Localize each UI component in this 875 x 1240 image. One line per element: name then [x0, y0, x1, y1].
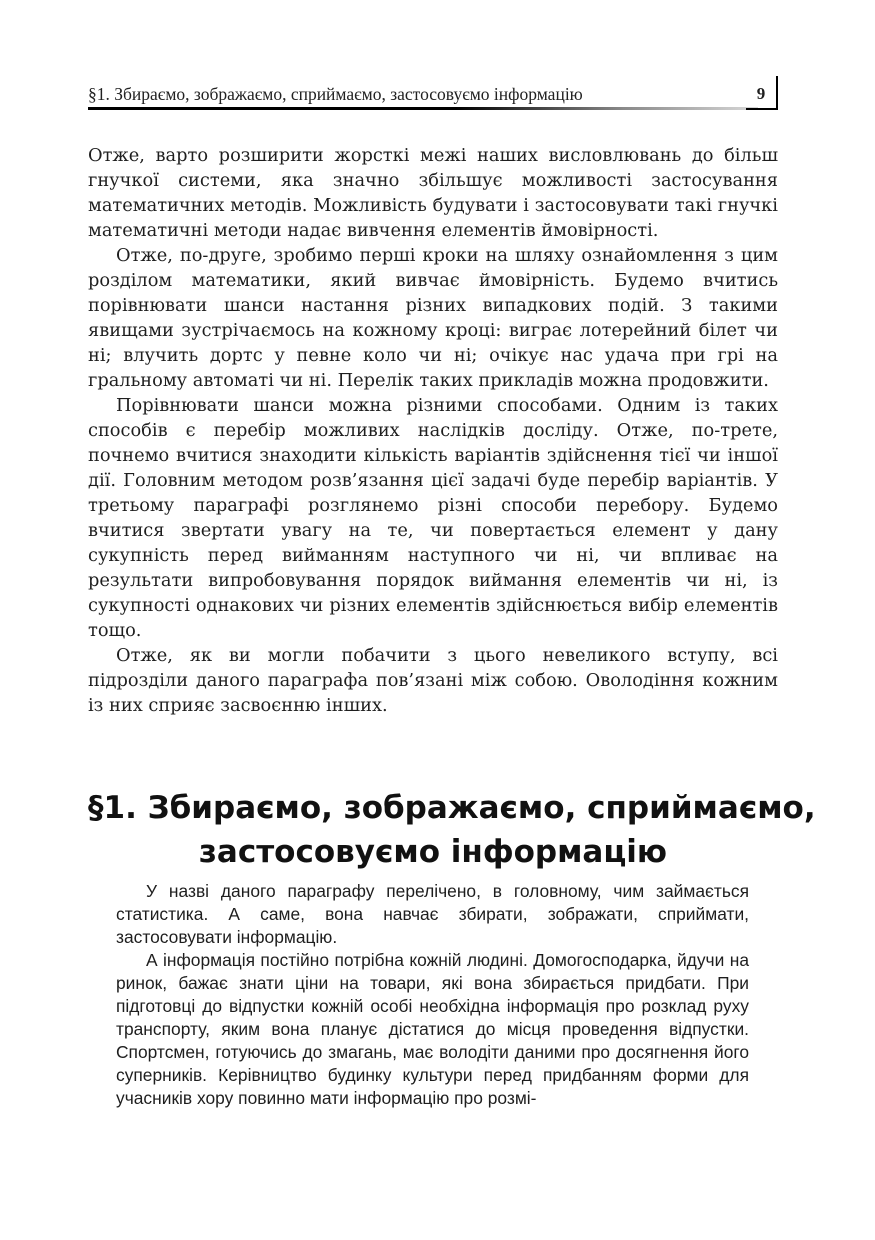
intro-paragraph: Отже, варто розширити жорсткі межі наших висловлювань до більш гнучкої системи, яка значно збільшує можливості застосування математичних методів. Можливість будувати і застосовувати такі гнучкі математичні методи надає вивчення елементів ймовірності.: [88, 145, 778, 241]
section-heading: [88, 786, 816, 874]
section-heading-line: застосовуємо інформацію: [198, 834, 668, 870]
intro-paragraph: Отже, по-друге, зробимо перші кроки на шляху ознайомлення з цим розділом математики, який вивчає ймовірність. Будемо вчитись порівнювати шанси настання різних випадкових подій. З такими явищами зустрічаємось на кожному кроці: виграє лотерейний білет чи ні; влучить дортс у певне коло чи ні; очікує нас удача при грі на гральному автоматі чи ні. Перелік таких прикладів можна продовжити.: [88, 245, 778, 391]
intro-paragraph: Порівнювати шанси можна різними способами. Одним із таких способів є перебір можливих наслідків досліду. Отже, по-трете, почнемо вчитися знаходити кількість варіантів здійснення тієї чи іншої дії. Головним методом розв’язання цієї задачі буде перебір варіантів. У третьому параграфі розглянемо різні способи перебору. Будемо вчитися звертати увагу на те, чи повертається елемент у дану сукупність перед вийманням наступного чи ні, чи впливає на результати випробовування порядок виймання елементів чи ні, із сукупності однакових чи різних елементів здійснюється вибір елементів тощо.: [88, 395, 778, 641]
body-paragraph: А інформація постійно потрібна кожній людині. Домогосподарка, йдучи на ринок, бажає знати ціни на товари, які вона збирається придбати. При підготовці до відпустки кожній особі необхідна інформація про розклад руху транспорту, яким вона планує дістатися до місця проведення відпустки. Спортсмен, готуючись до змагань, має володіти даними про досягнення його суперників. Керівництво будинку культури перед придбанням форми для учасників хору повинно мати інформацію про розмі-: [116, 950, 749, 1108]
intro-text: [88, 143, 778, 718]
section-heading-line: §1. Збираємо, зображаємо, сприймаємо,: [88, 790, 816, 826]
header-title: §1. Збираємо, зображаємо, сприймаємо, застосовуємо інформацію: [88, 84, 583, 104]
section-body: [116, 880, 749, 1110]
page-number: 9: [746, 76, 778, 110]
header-rule: [88, 107, 758, 110]
running-header: [88, 76, 778, 110]
intro-paragraph: Отже, як ви могли побачити з цього невеликого вступу, всі підрозділи даного параграфа пов’язані між собою. Оволодіння кожним із них сприяє засвоєнню інших.: [88, 645, 778, 716]
body-paragraph: У назві даного параграфу перелічено, в головному, чим займається статистика. А саме, вона навчає збирати, зображати, сприймати, застосовувати інформацію.: [116, 881, 749, 947]
